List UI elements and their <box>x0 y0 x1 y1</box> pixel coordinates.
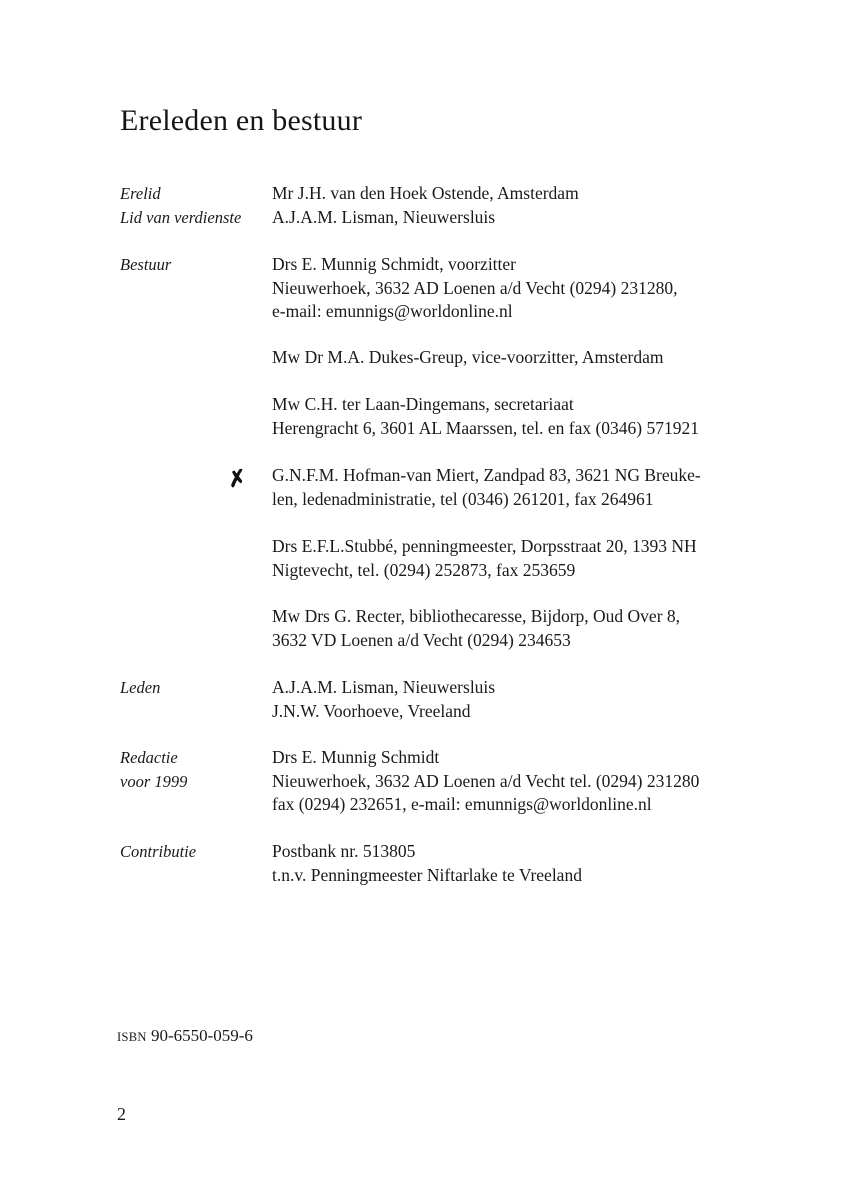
handwritten-check-mark-icon: ✗ <box>225 464 249 493</box>
bestuur-entry <box>272 605 680 652</box>
bestuur-entry <box>272 253 678 324</box>
redactie-line: fax (0294) 232651, e-mail: emunnigs@worldonline.nl <box>272 794 652 814</box>
isbn-number: 90-6550-059-6 <box>150 1026 253 1045</box>
erelid-label: Erelid <box>120 184 161 203</box>
bestuur-line: Mw Dr M.A. Dukes-Greup, vice-voorzitter, Amsterdam <box>272 347 664 367</box>
bestuur-line: e-mail: emunnigs@worldonline.nl <box>272 301 513 321</box>
bestuur-line: Drs E.F.L.Stubbé, penningmeester, Dorpsstraat 20, 1393 NH <box>272 536 697 556</box>
bestuur-entry <box>272 393 699 440</box>
leden-line: A.J.A.M. Lisman, Nieuwersluis <box>272 677 496 697</box>
bestuur-line: G.N.F.M. Hofman-van Miert, Zandpad 83, 3621 NG Breuke- <box>272 465 701 485</box>
bestuur-entry <box>272 464 701 511</box>
bestuur-line: Nieuwerhoek, 3632 AD Loenen a/d Vecht (0294) 231280, <box>272 277 678 298</box>
bestuur-line: Drs E. Munnig Schmidt, voorzitter <box>272 254 517 274</box>
leden-line: J.N.W. Voorhoeve, Vreeland <box>272 700 471 721</box>
leden-list <box>272 676 495 723</box>
bestuur-line: Herengracht 6, 3601 AL Maarssen, tel. en fax (0346) 571921 <box>272 417 700 438</box>
leden-label: Leden <box>120 678 161 697</box>
bestuur-label: Bestuur <box>120 255 172 274</box>
contributie-line: t.n.v. Penningmeester Niftarlake te Vreeland <box>272 864 582 885</box>
bestuur-line: Nigtevecht, tel. (0294) 252873, fax 253659 <box>272 559 576 580</box>
isbn <box>117 1026 253 1046</box>
contributie-line: Postbank nr. 513805 <box>272 841 416 861</box>
isbn-label: ISBN <box>117 1030 147 1044</box>
bestuur-entry <box>272 346 664 370</box>
page-number: 2 <box>117 1104 126 1124</box>
redactie-label-year: voor 1999 <box>120 771 188 791</box>
bestuur-line: len, ledenadministratie, tel (0346) 261201, fax 264961 <box>272 488 654 509</box>
erelid-value: Mr J.H. van den Hoek Ostende, Amsterdam <box>272 183 579 203</box>
redactie-label: Redactie <box>120 748 178 767</box>
redactie-line: Drs E. Munnig Schmidt <box>272 747 440 767</box>
contributie-details <box>272 840 582 887</box>
bestuur-line: Mw C.H. ter Laan-Dingemans, secretariaat <box>272 394 574 414</box>
page-title: Ereleden en bestuur <box>120 104 363 137</box>
redactie-line: Nieuwerhoek, 3632 AD Loenen a/d Vecht tel. (0294) 231280 <box>272 770 700 791</box>
redactie-details <box>272 746 699 817</box>
verdienste-label: Lid van verdienste <box>120 207 242 227</box>
verdienste-value: A.J.A.M. Lisman, Nieuwersluis <box>272 206 496 227</box>
contributie-label: Contributie <box>120 842 197 861</box>
bestuur-entry <box>272 535 697 582</box>
bestuur-line: 3632 VD Loenen a/d Vecht (0294) 234653 <box>272 629 571 650</box>
bestuur-line: Mw Drs G. Recter, bibliothecaresse, Bijdorp, Oud Over 8, <box>272 606 681 626</box>
